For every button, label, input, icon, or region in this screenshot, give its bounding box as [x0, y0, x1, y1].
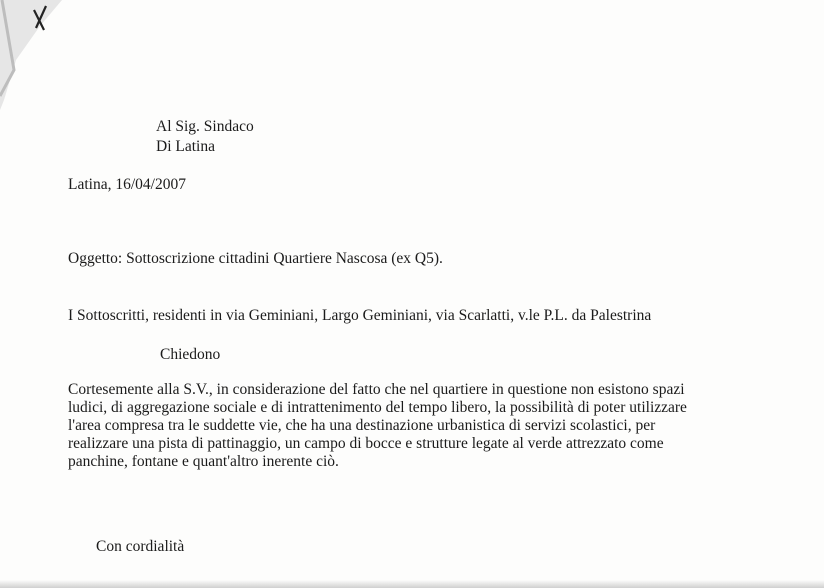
place-date: Latina, 16/04/2007 [68, 176, 186, 193]
body-line: Cortesemente alla S.V., in considerazione del fatto che nel quartiere in questione non esistono spazi [68, 381, 685, 398]
body-line: l'area compresa tra le suddette vie, che ha una destinazione urbanistica di servizi scolastici, per [68, 417, 656, 434]
scan-corner-mark-icon [0, 0, 70, 110]
closing-greeting: Con cordialità [96, 538, 185, 555]
recipient-line-1: Al Sig. Sindaco [156, 118, 254, 135]
body-line: ludici, di aggregazione sociale e di intrattenimento del tempo libero, la possibilità di poter utilizzare [68, 399, 687, 416]
request-verb: Chiedono [160, 346, 221, 363]
recipient-line-2: Di Latina [156, 138, 215, 155]
body-line: realizzare una pista di pattinaggio, un campo di bocce e strutture legate al verde attrezzato come [68, 435, 664, 452]
subject-line: Oggetto: Sottoscrizione cittadini Quartiere Nascosa (ex Q5). [68, 250, 443, 267]
body-line: panchine, fontane e quant'altro inerente ciò. [68, 453, 339, 470]
body-paragraph [68, 381, 788, 471]
scan-bottom-edge [0, 580, 824, 588]
intro-sentence: I Sottoscritti, residenti in via Geminiani, Largo Geminiani, via Scarlatti, v.le P.L. da Palestrina [68, 307, 652, 324]
